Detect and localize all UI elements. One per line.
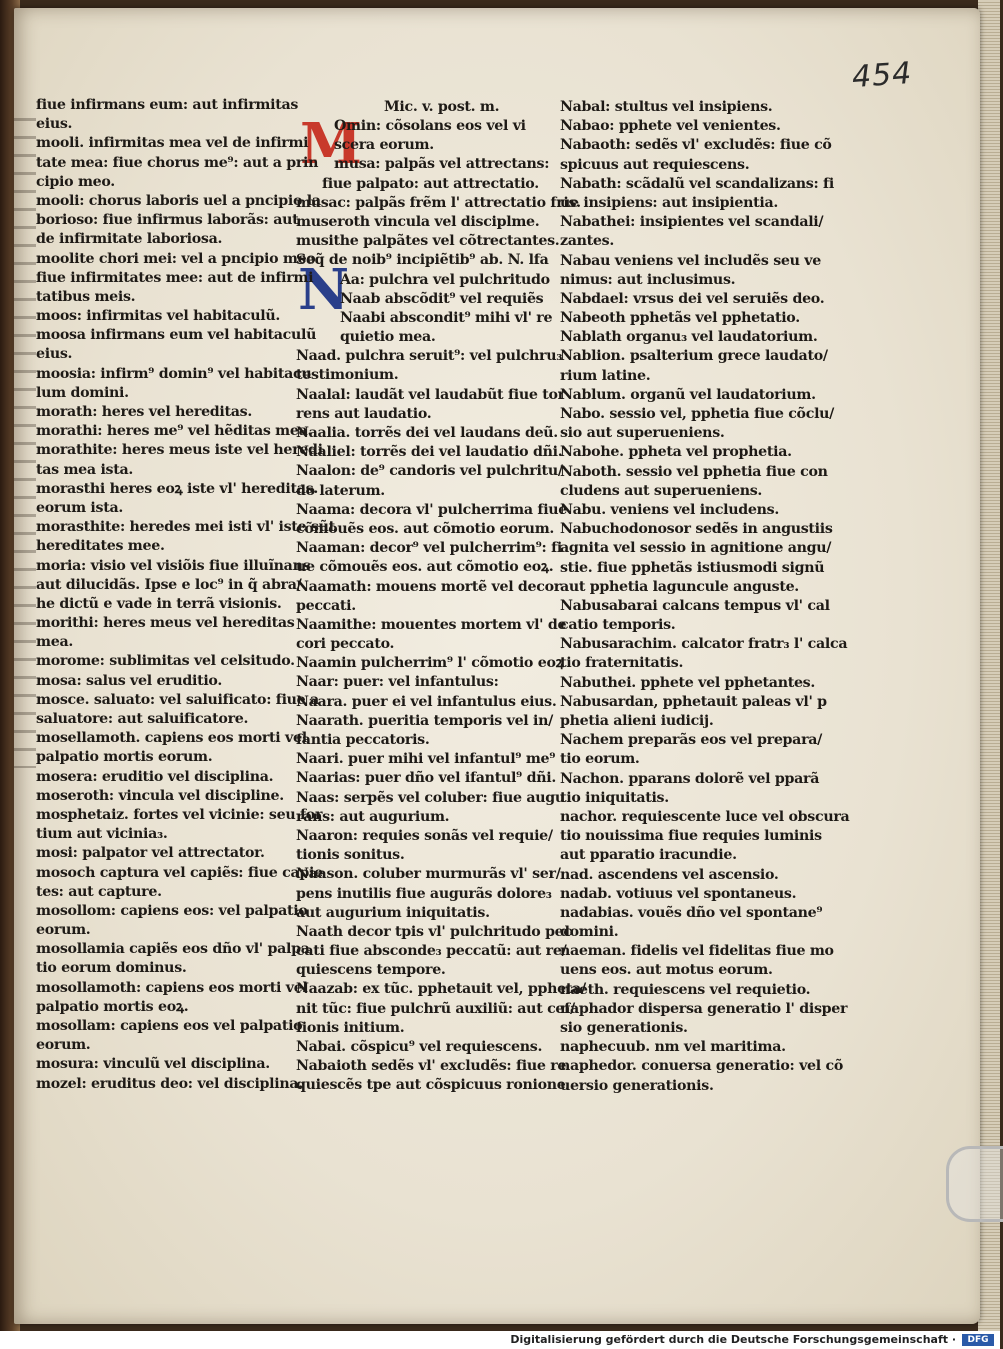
text-line: Naamithe: mouentes mortem vl' de (296, 616, 567, 633)
text-line: Nabu. veniens vel includens. (560, 501, 779, 518)
text-line: morome: sublimitas vel celsitudo. (36, 653, 295, 670)
text-line: Naason. coluber murmurãs vl' ser/ (296, 866, 561, 883)
text-line: Nabo. sessio vel, pphetia fiue cõclu/ (560, 406, 835, 422)
text-line: mooli. infirmitas mea vel de infirmi (36, 135, 309, 152)
text-line: borioso: fiue infirmus laborãs: aut (36, 212, 299, 229)
folio-number: 454 (850, 55, 914, 96)
text-line: Naari. puer mihi vel infantul⁹ me⁹ (296, 751, 556, 768)
text-line: mosphetaiz. fortes vel vicinie: seu for (36, 806, 323, 823)
text-line: mosi: palpator vel attrectator. (36, 845, 265, 862)
text-line: fiue infirmitates mee: aut de infirmi (36, 269, 314, 286)
text-line: Nabau veniens vel includẽs seu ve (560, 252, 821, 269)
text-line: ue cõmouẽs eos. aut cõmotio eoꝝ. (296, 559, 554, 576)
text-line: cõmouẽs eos. aut cõmotio eorum. (296, 520, 555, 537)
text-line: tionis sonitus. (296, 847, 405, 864)
text-line: fiue palpato: aut attrectatio. (322, 175, 539, 192)
text-line: aut pphetia laguncule anguste. (560, 578, 799, 595)
text-line: mozel: eruditus deo: vel disciplina. (36, 1075, 303, 1092)
text-line: Naalia. torrẽs dei vel laudans deũ. (296, 425, 558, 441)
text-line: Naaron: requies sonãs vel requie/ (296, 827, 553, 844)
text-line: Nabaoth: sedẽs vl' excludẽs: fiue cõ (560, 137, 832, 154)
text-line: lum domini. (36, 384, 129, 401)
text-line: Aa: pulchra vel pulchritudo (340, 271, 550, 288)
text-line: agnita vel sessio in agnitione angu/ (560, 540, 832, 557)
text-line: Naab abscõdit⁹ vel requiẽs (340, 290, 544, 307)
text-column-right (560, 98, 850, 1096)
text-line: mosollom: capiens eos: vel palpatio (36, 902, 308, 919)
text-line: rans: aut augurium. (296, 808, 450, 825)
text-line: mosellamoth. capiens eos morti vel (36, 730, 307, 747)
text-line: tio iniquitatis. (560, 789, 669, 806)
text-line: moria: visio vel visiõis fiue illuĩnans (36, 557, 311, 574)
text-line: Nabuchodonosor sedẽs in angustiis (560, 521, 833, 538)
text-line: aut dilucidãs. Ipse e loc⁹ in q̃ abra/ (36, 576, 302, 593)
text-line: Naaliel: torrẽs dei vel laudatio dñi. (296, 444, 563, 461)
text-line: peccati. (296, 597, 356, 614)
text-line: tio fraternitatis. (560, 655, 684, 672)
decorated-initial-m: M (300, 111, 362, 177)
text-line: fiue infirmans eum: aut infirmitas (36, 97, 299, 113)
text-line: ue insipiens: aut insipientia. (560, 194, 778, 211)
text-line: museroth vincula vel disciplme. (296, 213, 540, 230)
text-line: Naamath: mouens mortẽ vel decor (296, 578, 561, 595)
text-line: aut pparatio iracundie. (560, 847, 737, 864)
text-line: Nachon. pparans dolorẽ vel pparã (560, 770, 820, 787)
text-line: quietio mea. (340, 329, 436, 346)
text-line: morathi: heres me⁹ vel hẽditas mea. (36, 423, 313, 440)
text-line: aut augurium iniquitatis. (296, 904, 490, 921)
text-line: Nabaioth sedẽs vl' excludẽs: fiue re (296, 1058, 567, 1075)
text-line: saluatore: aut saluificatore. (36, 711, 249, 727)
text-line: mosera: eruditio vel disciplina. (36, 768, 274, 785)
text-line: eorum. (36, 922, 91, 939)
text-line: zantes. (560, 233, 614, 250)
text-line: musa: palpãs vel attrectans: (334, 156, 550, 173)
text-line: palpatio mortis eoꝝ. (36, 998, 189, 1015)
dfg-logo: DFG (962, 1334, 994, 1346)
text-line: pens inutilis fiue augurãs dolore₃ (296, 885, 552, 902)
text-line: quiescẽs tpe aut cõspicuus ronione (296, 1077, 566, 1094)
text-line: fionis initium. (296, 1019, 405, 1036)
text-line: morasthi heres eoꝝ iste vl' hereditas. (36, 480, 318, 497)
text-line: Nabuthei. pphete vel pphetantes. (560, 674, 816, 691)
text-line: Nabusarachim. calcator fratr₃ l' calca (560, 636, 848, 653)
text-line: palpatio mortis eorum. (36, 749, 213, 766)
text-line: Nabai. cõspicu⁹ vel requiescens. (296, 1039, 543, 1055)
text-line: Nabeoth pphetãs vel pphetatio. (560, 310, 800, 327)
text-line: mea. (36, 634, 73, 651)
text-line: mosollam: capiens eos vel palpatio (36, 1018, 303, 1034)
running-header (384, 98, 524, 117)
text-line: eorum ista. (36, 499, 123, 516)
text-line: nit tũc: fiue pulchrũ auxiliũ: aut cef/ (296, 1000, 575, 1017)
text-line: nadabias. vouẽs dño vel spontane⁹ (560, 904, 823, 921)
text-line: Omin: cõsolans eos vel vi (334, 118, 526, 134)
text-line: musac: palpãs frẽm l' attrectatio fris. (296, 194, 581, 211)
text-line: morathite: heres meus iste vel heredi (36, 442, 323, 459)
footer-bar (0, 1331, 1000, 1349)
text-line: Nachem preparãs eos vel prepara/ (560, 732, 823, 749)
text-line: tium aut vicinia₃. (36, 826, 168, 843)
text-line: Nabathei: insipientes vel scandali/ (560, 214, 824, 231)
text-line: Naazab: ex tũc. pphetauit vel, ppheta/ (296, 981, 586, 998)
text-line: rium latine. (560, 367, 651, 384)
text-line: morasthite: heredes mei isti vl' iste sũt (36, 519, 335, 536)
text-line: naeth. requiescens vel requietio. (560, 981, 811, 998)
text-line: Naamin pulcherrim⁹ l' cõmotio eoꝝ (296, 655, 564, 672)
text-line: Nabdael: vrsus dei vel seruiẽs deo. (560, 290, 825, 307)
text-line: naeman. fidelis vel fidelitas fiue mo (560, 943, 834, 960)
text-line: nachor. requiescente luce vel obscura (560, 808, 850, 825)
text-line: moosa infirmans eum vel habitaculũ (36, 327, 317, 344)
text-line: moseroth: vincula vel discipline. (36, 787, 284, 804)
text-line: sio aut superueniens. (560, 425, 725, 442)
header-text: Mic. v. post. m. (384, 99, 500, 115)
text-line: mosollamoth: capiens eos morti vel (36, 979, 308, 996)
text-line: moosia: infirm⁹ domin⁹ vel habitacu (36, 365, 312, 382)
text-line: hereditates mee. (36, 538, 165, 555)
text-line: he dictũ e vade in terrã visionis. (36, 595, 282, 612)
text-line: Nabao: pphete vel venientes. (560, 118, 781, 135)
text-line: tio eorum dominus. (36, 960, 187, 977)
text-line: cori peccato. (296, 636, 395, 653)
text-line: nad. ascendens vel ascensio. (560, 866, 779, 883)
text-line: tate mea: fiue chorus me⁹: aut a prin (36, 154, 319, 171)
text-line: Nabohe. ppheta vel prophetia. (560, 444, 792, 461)
text-line: quiescens tempore. (296, 962, 446, 979)
text-line: fantia peccatoris. (296, 732, 430, 748)
text-line: de infirmitate laboriosa. (36, 231, 223, 248)
text-line: morath: heres vel hereditas. (36, 404, 252, 420)
text-line: rens aut laudatio. (296, 405, 432, 422)
text-line: Naath decor tpis vl' pulchritudo pec (296, 923, 572, 940)
text-line: naphecuub. nm vel maritima. (560, 1039, 786, 1056)
text-line: tio eorum. (560, 751, 640, 768)
text-line: mosollamia capiẽs eos dño vl' palpa (36, 941, 310, 958)
text-line: eius. (36, 346, 73, 363)
text-line: mooli: chorus laboris uel a pncipio la (36, 192, 321, 209)
text-line: mosce. saluato: vel saluificato: fiue a (36, 691, 319, 708)
decorated-initial-n: N (298, 257, 350, 323)
text-line: uersio generationis. (560, 1077, 714, 1094)
text-line: moos: infirmitas vel habitaculũ. (36, 308, 281, 325)
text-line: Naarias: puer dño vel ifantul⁹ dñi. (296, 770, 556, 787)
text-line: musithe palpãtes vel cõtrectantes. (296, 233, 560, 250)
footer-credit: Digitalisierung gefördert durch die Deutsche Forschungsgemeinschaft · (510, 1333, 956, 1346)
text-line: tas mea ista. (36, 461, 134, 478)
text-line: Naalon: de⁹ candoris vel pulchritu/ (296, 463, 563, 480)
text-line: Naar: puer: vel infantulus: (296, 674, 499, 691)
text-line: Naas: serpẽs vel coluber: fiue augu (296, 789, 565, 806)
text-line: testimonium. (296, 367, 399, 384)
text-line: eius. (36, 116, 73, 133)
text-line: uens eos. aut motus eorum. (560, 962, 773, 979)
text-line: phetia alieni iudicij. (560, 713, 714, 729)
text-line: cludens aut superueniens. (560, 482, 763, 499)
text-column-middle (296, 111, 586, 1096)
facing-page-bleed (14, 118, 36, 768)
text-line: do laterum. (296, 482, 385, 499)
text-line: Nablum. organũ vel laudatorium. (560, 386, 816, 403)
text-line: sio generationis. (560, 1020, 688, 1036)
text-line: Naama: decora vl' pulcherrima fiue (296, 501, 568, 518)
text-line: Seq̃ de noib⁹ incipiẽtib⁹ ab. N. lfa (296, 252, 549, 269)
text-line: stie. fiue pphetãs istiusmodi signũ (560, 559, 825, 576)
text-line: tio nouissima fiue requies luminis (560, 828, 822, 845)
text-line: Naara. puer ei vel infantulus eius. (296, 693, 557, 710)
text-line: Nabath: scãdalũ vel scandalizans: fi (560, 175, 834, 192)
text-line: Naaman: decor⁹ vel pulcherrim⁹: fi (296, 540, 562, 557)
text-line: Naad. pulchra seruit⁹: vel pulchru₃ (296, 348, 563, 365)
text-line: tes: aut capture. (36, 883, 162, 900)
text-line: nadab. votiuus vel spontaneus. (560, 885, 797, 902)
text-line: mosa: salus vel eruditio. (36, 672, 222, 689)
page-stack-edge (978, 0, 1000, 1335)
text-line: domini. (560, 924, 619, 941)
text-line: Naabi abscondit⁹ mihi vl' re (340, 309, 553, 326)
text-line: Nabusabarai calcans tempus vl' cal (560, 597, 830, 614)
text-line: cipio meo. (36, 173, 115, 190)
text-line: naphedor. conuersa generatio: vel cõ (560, 1058, 843, 1075)
text-line: catio temporis. (560, 617, 676, 634)
text-line: mosoch captura vel capiẽs: fiue capie (36, 864, 323, 881)
text-line: tatibus meis. (36, 288, 136, 305)
text-line: scera eorum. (334, 137, 434, 154)
text-line: Nabal: stultus vel insipiens. (560, 99, 773, 115)
text-line: Naalal: laudãt vel laudabũt fiue tor (296, 386, 565, 403)
text-line: Naboth. sessio vel pphetia fiue con (560, 463, 828, 480)
text-line: Nablion. psalterium grece laudato/ (560, 348, 828, 365)
text-line: Naarath. pueritia temporis vel in/ (296, 712, 554, 729)
text-line: nimus: aut inclusimus. (560, 271, 736, 288)
page-clip (946, 1146, 1003, 1222)
text-line: spicuus aut requiescens. (560, 156, 750, 173)
text-line: moolite chori mei: vel a pncipio meo (36, 250, 316, 267)
text-line: morithi: heres meus vel hereditas (36, 615, 295, 632)
text-line: naphador dispersa generatio l' disper (560, 1000, 848, 1017)
text-line: eorum. (36, 1037, 91, 1054)
text-line: cati fiue absconde₃ peccatũ: aut re/ (296, 943, 567, 960)
text-line: Nabusardan, pphetauit paleas vl' p (560, 693, 827, 710)
text-line: Nablath organu₃ vel laudatorium. (560, 329, 818, 346)
text-line: mosura: vinculũ vel disciplina. (36, 1056, 270, 1073)
